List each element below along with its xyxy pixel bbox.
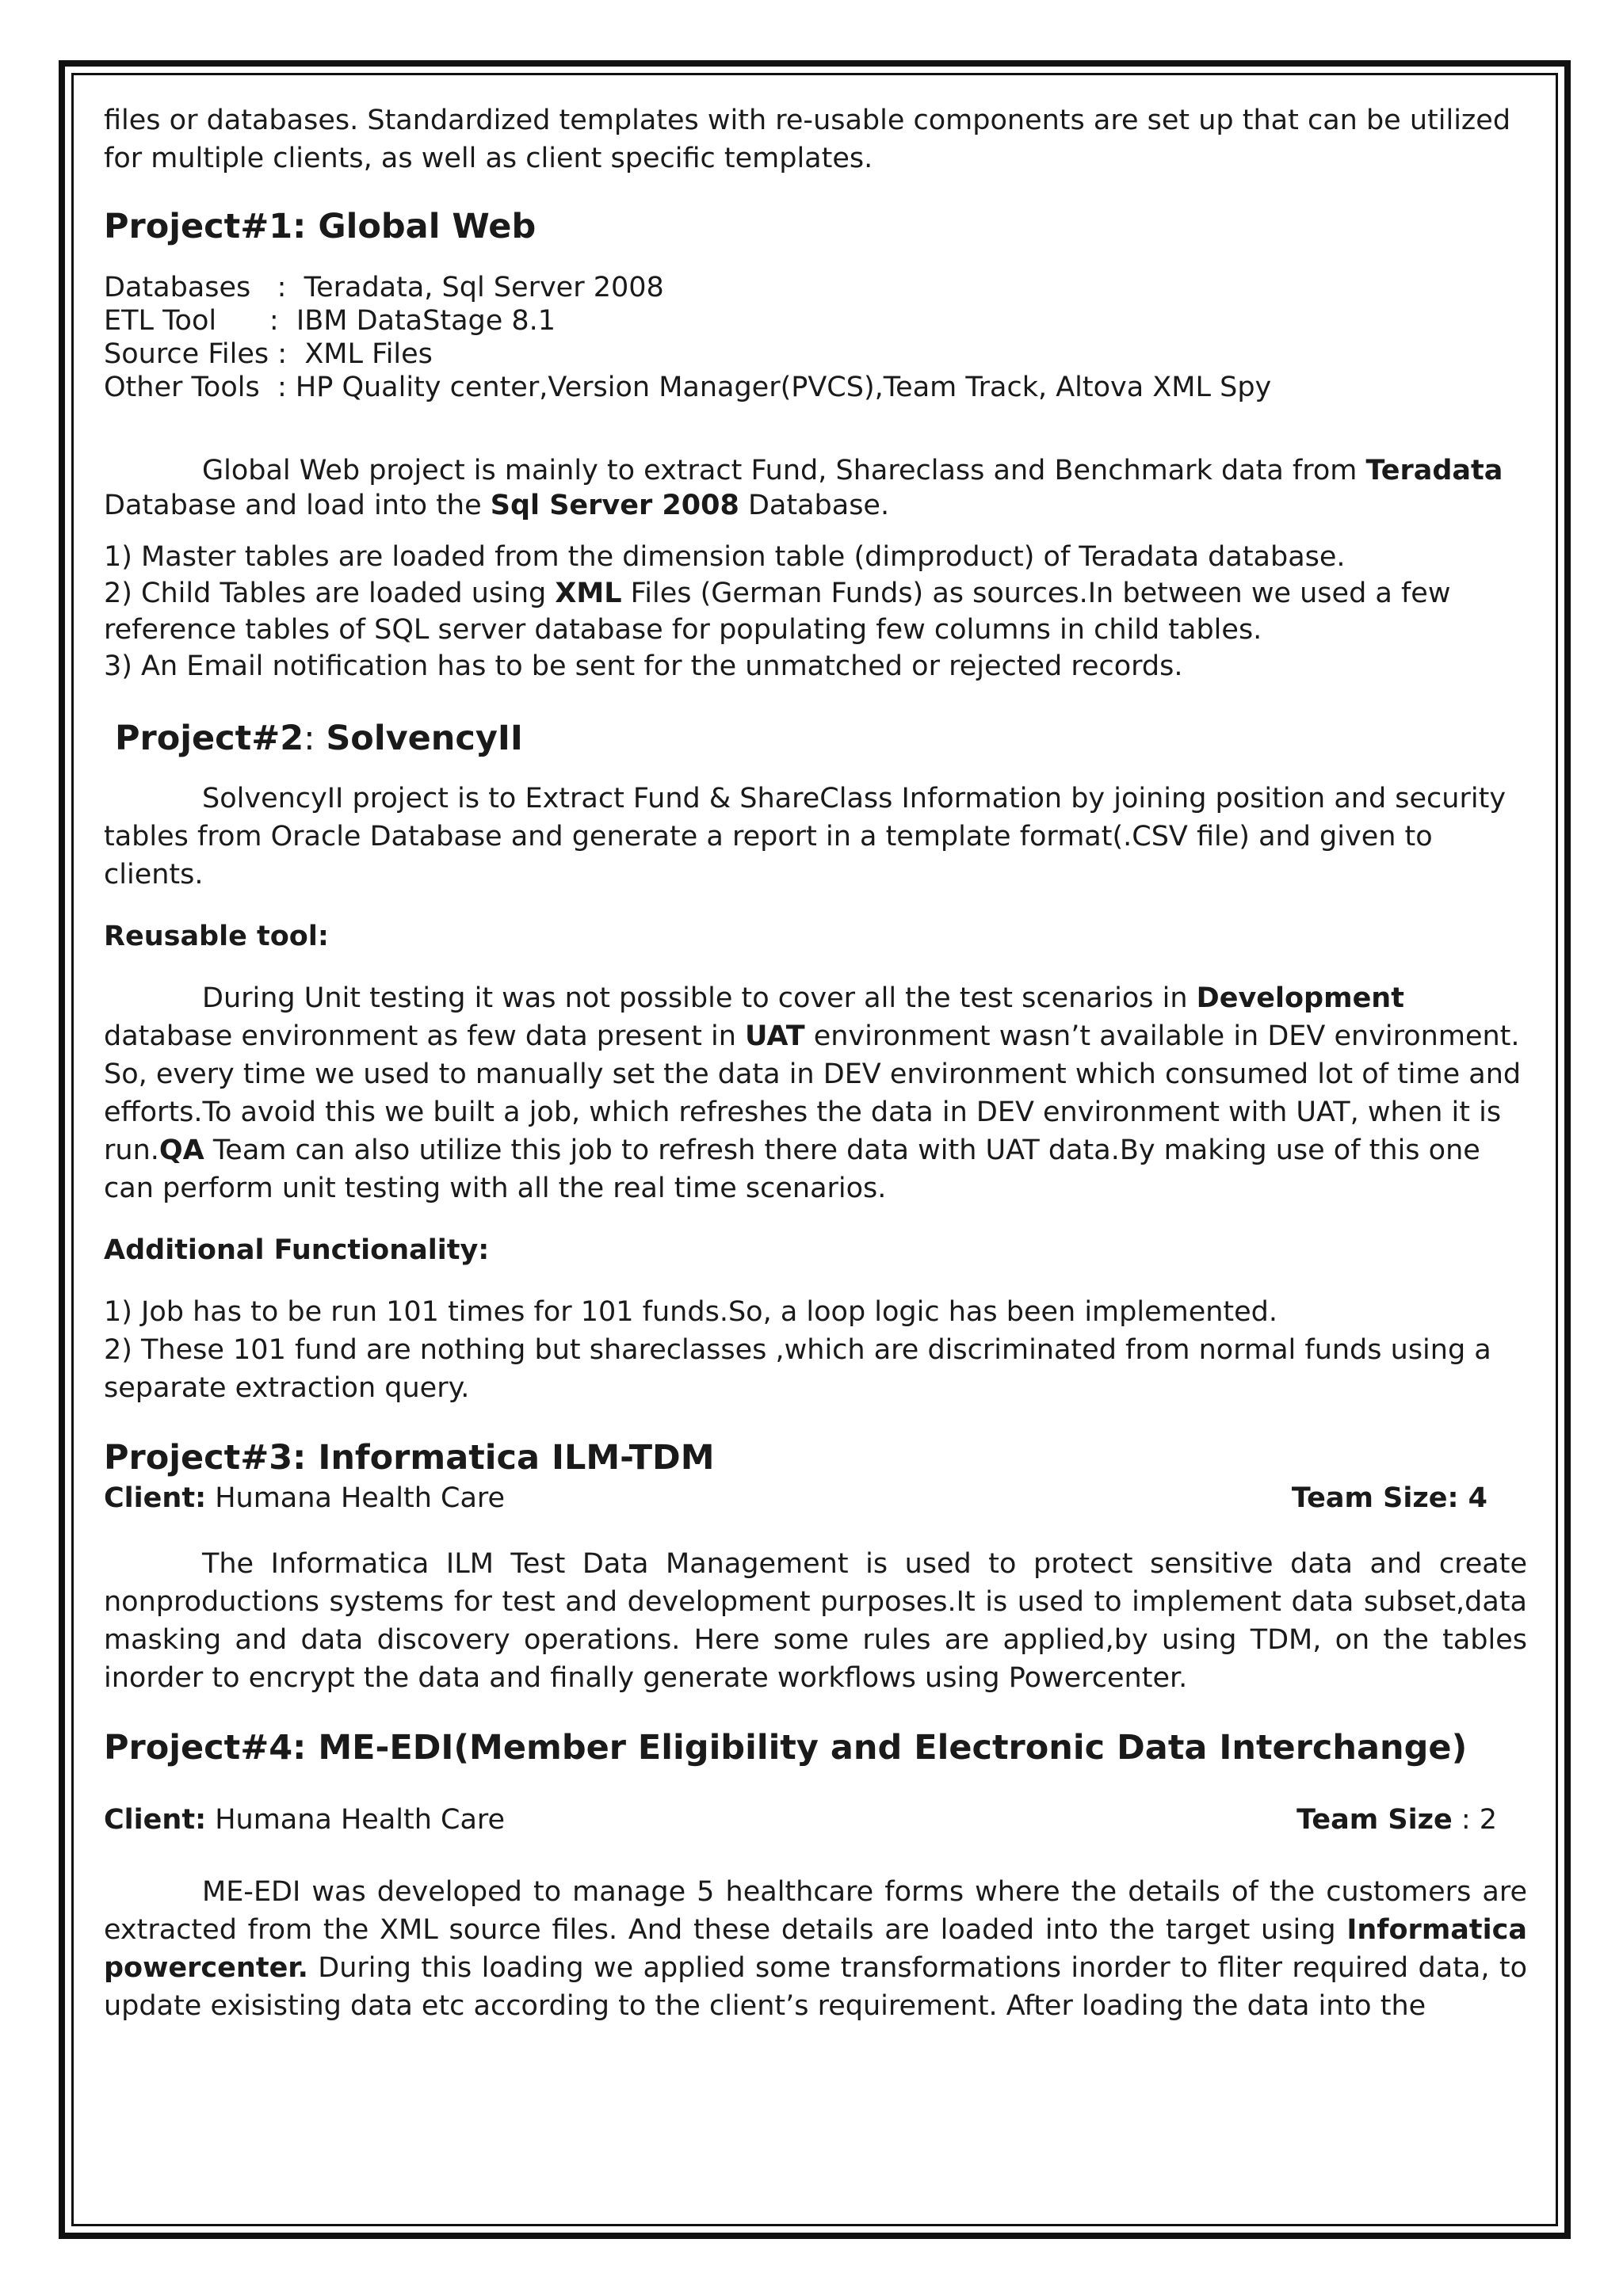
desc-text: environment wasn’t available in DEV environment. So, every time we used to manually set the data in DEV environment which consumed lot of time and efforts.To avoid this we built a job, which refreshes the data in DEV environment with UAT, when it is run. <box>104 1020 1522 1166</box>
reusable-description <box>104 979 1527 1207</box>
desc-bold: Teradata <box>1365 455 1503 486</box>
project1-title: Project#1: Global Web <box>104 207 537 246</box>
spec-key: Source Files : <box>104 338 305 370</box>
intro-line-2: for multiple clients, as well as client specific templates. <box>104 143 873 174</box>
team-value: : 2 <box>1452 1804 1497 1836</box>
spec-row <box>104 338 1527 371</box>
spec-value: IBM DataStage 8.1 <box>296 305 556 337</box>
team-label: Team Size <box>1296 1804 1453 1836</box>
desc-bold: Sql Server 2008 <box>490 490 739 521</box>
additional-point-2: 2) These 101 fund are nothing but shareclasses ,which are discriminated from normal funds using a separate extraction query. <box>104 1334 1491 1404</box>
project3-description: The Informatica ILM Test Data Management is used to protect sensitive data and create nonproductions systems for test and development purposes.It is used to implement data subset,data masking and data discovery operations. Here some rules are applied,by using TDM, on the tables inorder to encrypt the data and finally generate workflows using Powercenter. <box>104 1548 1527 1694</box>
client-info <box>104 1480 505 1516</box>
point-3: 3) An Email notification has to be sent for the unmatched or rejected records. <box>104 650 1183 682</box>
desc-text: ME-EDI was developed to manage 5 healthcare forms where the details of the customers are extracted from the XML source files. And these details are loaded into the target using <box>104 1876 1527 1946</box>
project3-title: Project#3: Informatica ILM-TDM <box>104 1438 715 1478</box>
desc-bold: UAT <box>745 1020 805 1052</box>
spec-value: HP Quality center,Version Manager(PVCS),Team Track, Altova XML Spy <box>295 372 1272 403</box>
project1-description <box>104 453 1527 523</box>
spec-value: Teradata, Sql Server 2008 <box>304 272 664 303</box>
desc-text: Database and load into the <box>104 490 491 521</box>
project4-title: Project#4: ME-EDI(Member Eligibility and Electronic Data Interchange) <box>104 1728 1468 1768</box>
desc-bold: QA <box>158 1135 204 1166</box>
title-part: Project#2 <box>115 719 304 758</box>
desc-text: Global Web project is mainly to extract Fund, Shareclass and Benchmark data from <box>202 455 1366 486</box>
spec-key: Other Tools : <box>104 372 296 403</box>
project4-description <box>104 1873 1527 2025</box>
title-part: SolvencyII <box>326 719 523 758</box>
project2-description: SolvencyII project is to Extract Fund & ShareClass Information by joining position and security tables from Oracle Database and generate a report in a template format(.CSV file) and given to clients. <box>104 783 1507 891</box>
team-size <box>1296 1802 1497 1838</box>
point-bold: XML <box>555 578 622 609</box>
desc-bold: Informatica powercenter. <box>104 1914 1527 1984</box>
spec-row <box>104 271 1527 304</box>
desc-text: During this loading we applied some transformations inorder to fliter required data, to update exisisting data etc according to the client’s requirement. After loading the data into the <box>104 1952 1527 2022</box>
spec-key: ETL Tool : <box>104 305 296 337</box>
additional-point-1: 1) Job has to be run 101 times for 101 funds.So, a loop logic has been implemented. <box>104 1296 1278 1328</box>
spec-value: XML Files <box>304 338 433 370</box>
point-text: 2) Child Tables are loaded using <box>104 578 556 609</box>
spec-row <box>104 304 1527 338</box>
desc-text: During Unit testing it was not possible to cover all the test scenarios in <box>202 982 1197 1014</box>
desc-text: Team can also utilize this job to refresh there data with UAT data.By making use of this one can perform unit testing with all the real time scenarios. <box>104 1135 1480 1204</box>
desc-text: Database. <box>739 490 890 521</box>
point-2 <box>104 575 1527 612</box>
project1-points <box>104 539 1527 685</box>
point-text: Files (German Funds) as sources.In between we used a few <box>621 578 1451 609</box>
desc-bold: Development <box>1196 982 1404 1014</box>
team-size: Team Size: 4 <box>1291 1482 1487 1514</box>
additional-heading: Additional Functionality: <box>104 1234 490 1266</box>
project1-specs <box>104 271 1527 404</box>
additional-points <box>104 1293 1527 1407</box>
reusable-heading: Reusable tool: <box>104 921 329 952</box>
client-info <box>104 1802 505 1838</box>
project4-client-row <box>104 1802 1527 1838</box>
project2-title <box>104 716 1527 761</box>
client-value: Humana Health Care <box>206 1482 506 1514</box>
client-label: Client: <box>104 1482 207 1514</box>
spec-key: Databases : <box>104 272 304 303</box>
intro-line-1: files or databases. Standardized templates with re-usable components are set up that can be utilized <box>104 105 1511 136</box>
client-value: Humana Health Care <box>206 1804 506 1836</box>
point-1: 1) Master tables are loaded from the dimension table (dimproduct) of Teradata database. <box>104 541 1346 573</box>
point-2-cont: reference tables of SQL server database for populating few columns in child tables. <box>104 614 1262 646</box>
spec-row <box>104 371 1527 404</box>
document-body <box>104 101 1527 2025</box>
client-label: Client: <box>104 1804 207 1836</box>
title-sep: : <box>304 719 327 758</box>
project3-client-row <box>104 1480 1527 1516</box>
desc-text: database environment as few data present in <box>104 1020 745 1052</box>
